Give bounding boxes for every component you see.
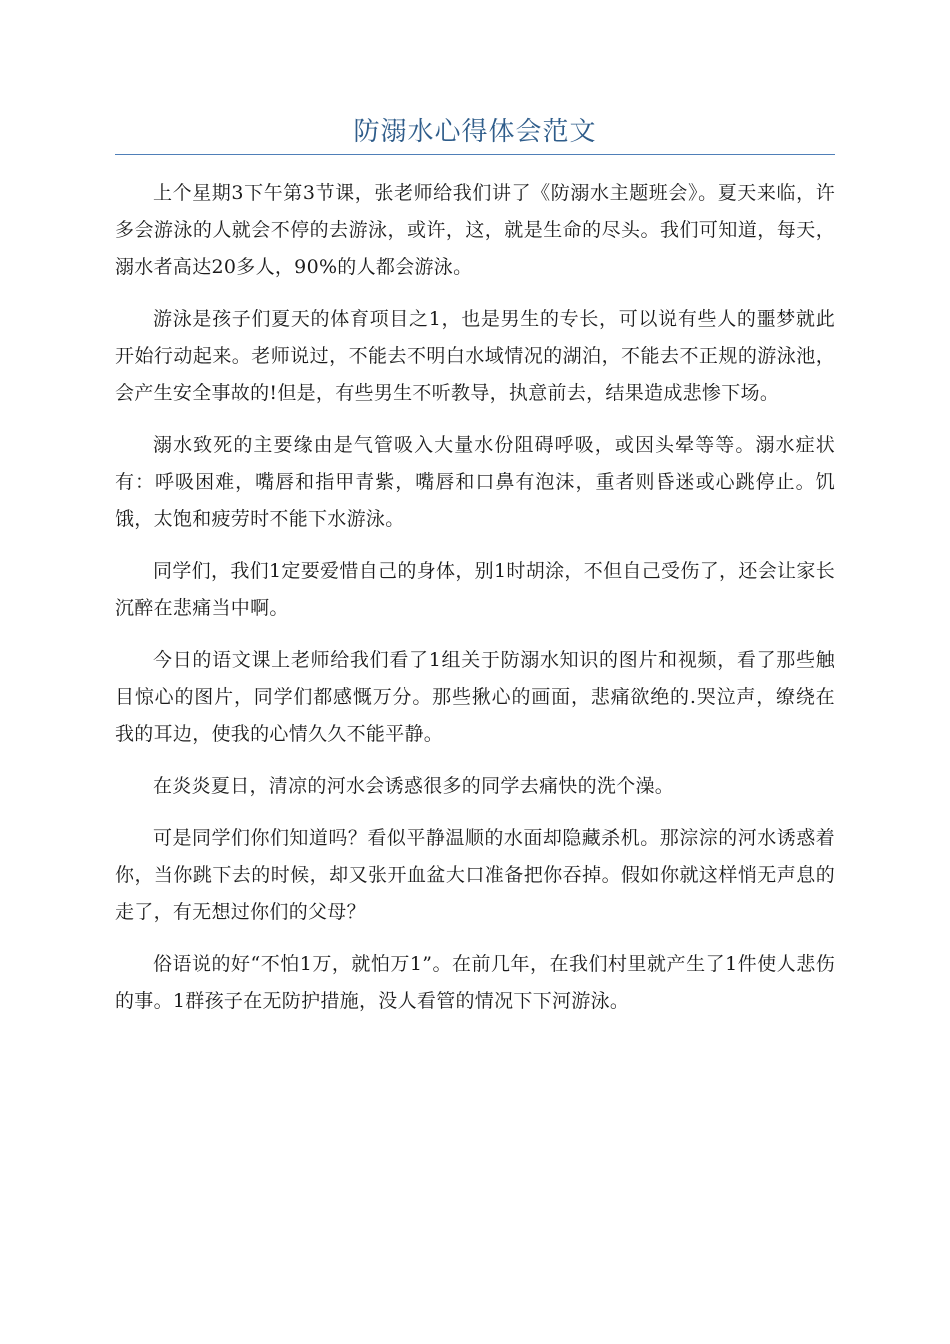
- paragraph-1: 上个星期3下午第3节课，张老师给我们讲了《防溺水主题班会》。夏天来临，许多会游泳的人就会不停的去游泳，或许，这，就是生命的尽头。我们可知道，每天，溺水者高达20多人，90%的人都会游泳。: [115, 182, 835, 278]
- paragraph-2: 游泳是孩子们夏天的体育项目之1，也是男生的专长，可以说有些人的噩梦就此开始行动起来。老师说过，不能去不明白水域情况的湖泊，不能去不正规的游泳池，会产生安全事故的!但是，有些男生不听教导，执意前去，结果造成悲惨下场。: [115, 308, 835, 404]
- title-underline: [115, 154, 835, 155]
- paragraph-8: 俗语说的好“不怕1万，就怕万1”。在前几年，在我们村里就产生了1件使人悲伤的事。1群孩子在无防护措施，没人看管的情况下下河游泳。: [115, 953, 835, 1012]
- paragraph-4: 同学们，我们1定要爱惜自己的身体，别1时胡涂，不但自己受伤了，还会让家长沉醉在悲痛当中啊。: [115, 560, 835, 619]
- paragraph-5: 今日的语文课上老师给我们看了1组关于防溺水知识的图片和视频，看了那些触目惊心的图片，同学们都感慨万分。那些揪心的画面，悲痛欲绝的.哭泣声，缭绕在我的耳边，使我的心情久久不能平静。: [115, 649, 835, 745]
- paragraph-6: 在炎炎夏日，清凉的河水会诱惑很多的同学去痛快的洗个澡。: [153, 775, 675, 797]
- paragraph-7: 可是同学们你们知道吗？看似平静温顺的水面却隐藏杀机。那淙淙的河水诱惑着你，当你跳下去的时候，却又张开血盆大口准备把你吞掉。假如你就这样悄无声息的走了，有无想过你们的父母？: [115, 827, 835, 923]
- document-body: [115, 175, 835, 1035]
- paragraph-3: 溺水致死的主要缘由是气管吸入大量水份阻碍呼吸，或因头晕等等。溺水症状有：呼吸困难，嘴唇和指甲青紫，嘴唇和口鼻有泡沫，重者则昏迷或心跳停止。饥饿，太饱和疲劳时不能下水游泳。: [115, 434, 835, 530]
- document-title: 防溺水心得体会范文: [353, 117, 597, 147]
